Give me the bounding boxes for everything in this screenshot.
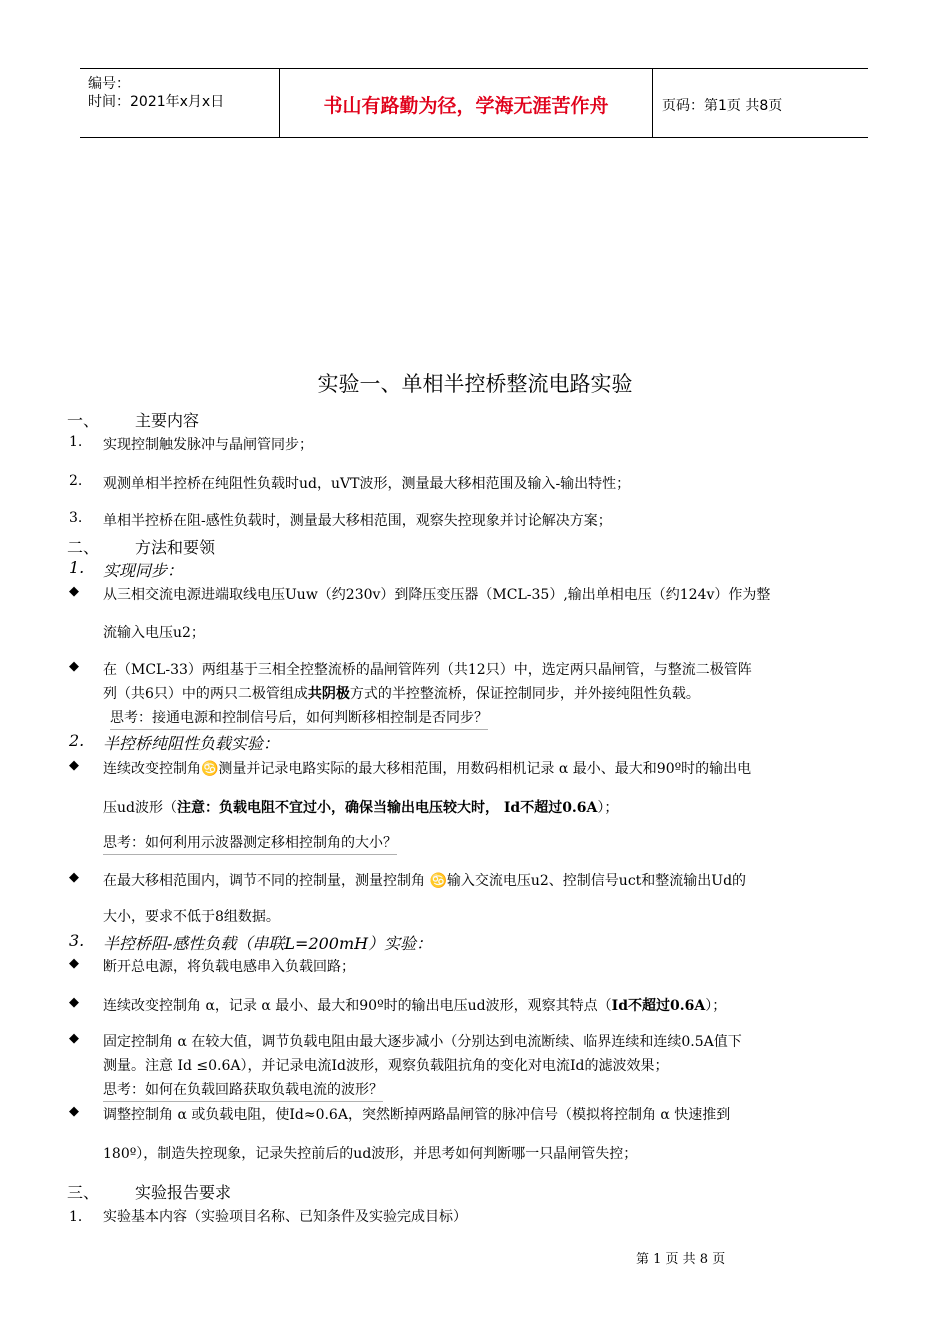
sub2-number: 2. [69, 731, 85, 750]
sub2-think: 思考：如何利用示波器测定移相控制角的大小？ [103, 832, 397, 855]
sub2-bullet1-line1: 连续改变控制角♋测量并记录电路实际的最大移相范围，用数码相机记录 α 最小、最大和90º时的输出电 [103, 761, 752, 777]
motto: 书山有路勤为径，学海无涯苦作舟 [323, 95, 609, 117]
section3-item1-text: 实验基本内容（实验项目名称、已知条件及实验完成目标） [103, 1209, 467, 1225]
section1-item3-number: 3. [69, 510, 83, 526]
section1-item2-text: 观测单相半控桥在纯阻性负载时ud，uVT波形，测量最大移相范围及输入-输出特性； [103, 476, 631, 492]
section3-number: 三、 [67, 1183, 100, 1202]
section2-title: 方法和要领 [135, 538, 216, 557]
page-label: 页码：第1页 共8页 [662, 98, 783, 114]
sub3-think: 思考：如何在负载回路获取负载电流的波形？ [103, 1079, 383, 1102]
section1-title: 主要内容 [135, 411, 200, 430]
bullet-diamond-icon: ◆ [69, 995, 79, 1010]
sub3-bullet4-line1: 调整控制角 α 或负载电阻，使Id≈0.6A，突然断掉两路晶闸管的脉冲信号（模拟将控制角 α 快速推到 [103, 1107, 731, 1123]
sub2-bullet2-line2: 大小，要求不低于8组数据。 [103, 909, 280, 925]
header-center-cell [280, 69, 653, 137]
bullet-diamond-icon: ◆ [69, 584, 79, 599]
section1-number: 一、 [67, 411, 100, 430]
code-label: 编号： [88, 76, 130, 92]
sub1-bullet2-line1: 在（MCL-33）两组基于三相全控整流桥的晶闸管阵列（共12只）中，选定两只晶闸管，与整流二极管阵 [103, 662, 752, 678]
section1-item3-text: 单相半控桥在阻-感性负载时，测量最大移相范围，观察失控现象并讨论解决方案； [103, 513, 612, 529]
sub1-bullet2-line2: 列（共6只）中的两只二极管组成共阴极方式的半控整流桥，保证控制同步，并外接纯阻性负载。 [103, 686, 700, 702]
sub3-number: 3. [69, 931, 85, 950]
sub2-bullet1-line2: 压ud波形（注意：负载电阻不宜过小，确保当输出电压较大时， Id不超过0.6A）； [103, 800, 619, 816]
sub3-bullet3-line2: 测量。注意 Id ≤0.6A），并记录电流Id波形，观察负载阻抗角的变化对电流Id的滤波效果； [103, 1058, 669, 1074]
section3-title: 实验报告要求 [135, 1183, 232, 1202]
sub3-bullet1: 断开总电源，将负载电感串入负载回路； [103, 959, 355, 975]
sub1-number: 1. [69, 558, 85, 577]
header-left-cell [80, 69, 280, 137]
section1-item2-number: 2. [69, 473, 83, 489]
sub2-title: 半控桥纯阻性负载实验： [103, 734, 280, 753]
bullet-diamond-icon: ◆ [69, 870, 79, 885]
sub1-title: 实现同步： [103, 561, 184, 580]
section3-item1-number: 1． [69, 1209, 92, 1225]
section1-item1-text: 实现控制触发脉冲与晶闸管同步； [103, 437, 313, 453]
sub1-bullet1-line1: 从三相交流电源进端取线电压Uuw（约230v）到降压变压器（MCL-35）,输出单相电压（约124v）作为整 [103, 587, 771, 603]
bullet-diamond-icon: ◆ [69, 956, 79, 971]
sub3-title: 半控桥阻-感性负载（串联L=200mH）实验： [103, 934, 433, 953]
sub3-bullet2: 连续改变控制角 α，记录 α 最小、最大和90º时的输出电压ud波形，观察其特点（Id不超过0.6A）； [103, 998, 727, 1014]
document-title: 实验一、单相半控桥整流电路实验 [317, 372, 633, 396]
sub1-think: 思考：接通电源和控制信号后，如何判断移相控制是否同步？ [110, 707, 488, 730]
bullet-diamond-icon: ◆ [69, 1031, 79, 1046]
header-right-cell [653, 69, 868, 137]
bullet-diamond-icon: ◆ [69, 758, 79, 773]
sub3-bullet4-line2: 180º），制造失控现象，记录失控前后的ud波形，并思考如何判断哪一只晶闸管失控； [103, 1146, 638, 1162]
bullet-diamond-icon: ◆ [69, 1104, 79, 1119]
section1-item1-number: 1. [69, 434, 83, 450]
section2-number: 二、 [67, 538, 100, 557]
date-label: 时间：2021年x月x日 [88, 94, 225, 110]
header-table [80, 68, 868, 138]
sub1-bullet1-line2: 流输入电压u2； [103, 625, 205, 641]
sub3-bullet3-line1: 固定控制角 α 在较大值，调节负载电阻由最大逐步减小（分别达到电流断续、临界连续和连续0.5A值下 [103, 1034, 742, 1050]
sub2-bullet2-line1: 在最大移相范围内，调节不同的控制量，测量控制角 ♋输入交流电压u2、控制信号uct和整流输出Ud的 [103, 873, 747, 889]
bullet-diamond-icon: ◆ [69, 659, 79, 674]
page-footer: 第 1 页 共 8 页 [636, 1252, 726, 1267]
